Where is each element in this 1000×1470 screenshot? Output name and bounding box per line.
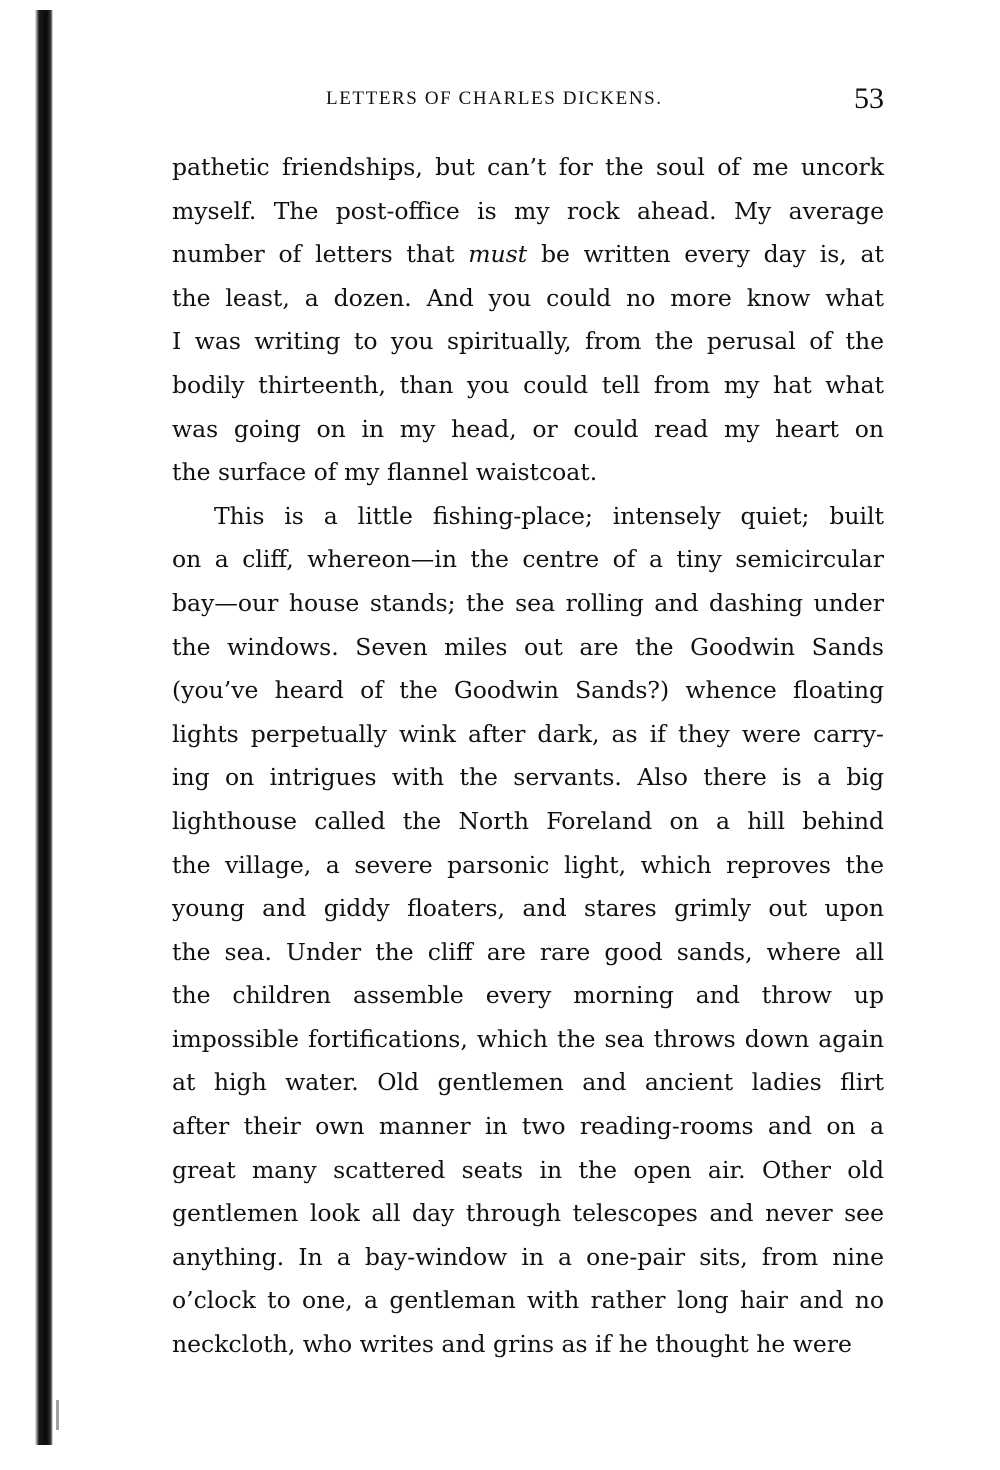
text-line (172, 364, 884, 408)
text-line (172, 800, 884, 844)
text-line (172, 1279, 884, 1323)
text-line (172, 538, 884, 582)
text-line (172, 1236, 884, 1280)
text-segment: bodily thirteenth, than you could tell from my hat what (172, 370, 884, 399)
text-segment: neckcloth, who writes and grins as if he thought he were (172, 1330, 852, 1359)
text-segment: the sea. Under the cliff are rare good sands, where all (172, 937, 884, 966)
text-segment: number of letters that (172, 240, 469, 269)
paragraph (172, 146, 884, 495)
text-line (172, 408, 884, 452)
text-segment: myself. The post-office is my rock ahead. My average (172, 196, 884, 225)
text-segment: pathetic friendships, but can’t for the soul of me uncork (172, 153, 884, 181)
text-segment: the windows. Seven miles out are the Goodwin Sands (172, 632, 884, 661)
text-line (172, 756, 884, 800)
text-segment: on a cliff, whereon—in the centre of a tiny semicircular (172, 545, 884, 574)
text-line (172, 582, 884, 626)
text-line (172, 190, 884, 234)
page-header (0, 84, 1000, 120)
text-line (172, 1061, 884, 1105)
paragraph (172, 495, 884, 1367)
text-line (172, 277, 884, 321)
text-segment: the children assemble every morning and throw up (172, 981, 884, 1010)
binding-speck (56, 1400, 59, 1430)
text-line (172, 844, 884, 888)
text-line (172, 669, 884, 713)
text-line (172, 626, 884, 670)
text-line (172, 320, 884, 364)
text-segment: after their own manner in two reading-rooms and on a (172, 1112, 884, 1141)
text-segment: lights perpetually wink after dark, as if they were carry- (172, 719, 884, 748)
text-line (172, 146, 884, 190)
text-line (172, 233, 884, 277)
emphasized-word: must (468, 240, 528, 269)
text-segment: the village, a severe parsonic light, which reproves the (172, 850, 884, 879)
text-segment: be written every day is, at (527, 240, 884, 269)
text-segment: the least, a dozen. And you could no more know what (172, 283, 884, 312)
text-line (172, 1323, 884, 1367)
text-segment: This is a little fishing-place; intensely quiet; built (214, 501, 884, 530)
text-segment: ing on intrigues with the servants. Also there is a big (172, 763, 884, 792)
text-segment: anything. In a bay-window in a one-pair sits, from nine (172, 1242, 884, 1271)
book-binding-shadow (35, 10, 53, 1445)
text-segment: at high water. Old gentlemen and ancient ladies flirt (172, 1068, 884, 1097)
text-segment: bay—our house stands; the sea rolling and dashing under (172, 588, 884, 617)
page-number: 53 (854, 82, 884, 115)
text-line (172, 713, 884, 757)
text-segment: gentlemen look all day through telescopes and never see (172, 1199, 884, 1228)
text-segment: lighthouse called the North Foreland on a hill behind (172, 806, 884, 835)
text-line (172, 451, 884, 495)
text-line (172, 887, 884, 931)
body-text (172, 146, 884, 1367)
text-line (172, 931, 884, 975)
text-segment: great many scattered seats in the open air. Other old (172, 1155, 884, 1184)
text-line (172, 1192, 884, 1236)
text-line (172, 974, 884, 1018)
text-segment: I was writing to you spiritually, from the perusal of the (172, 327, 884, 356)
text-segment: impossible fortifications, which the sea throws down again (172, 1024, 884, 1053)
running-title: LETTERS OF CHARLES DICKENS. (326, 88, 663, 109)
text-segment: the surface of my flannel waistcoat. (172, 458, 598, 487)
text-line (172, 495, 884, 539)
text-line (172, 1018, 884, 1062)
text-segment: (you’ve heard of the Goodwin Sands?) whence floating (172, 676, 884, 705)
text-line (172, 1105, 884, 1149)
text-line (172, 1149, 884, 1193)
text-segment: was going on in my head, or could read my heart on (172, 414, 884, 443)
text-segment: o’clock to one, a gentleman with rather long hair and no (172, 1286, 884, 1315)
text-segment: young and giddy floaters, and stares grimly out upon (172, 894, 884, 923)
